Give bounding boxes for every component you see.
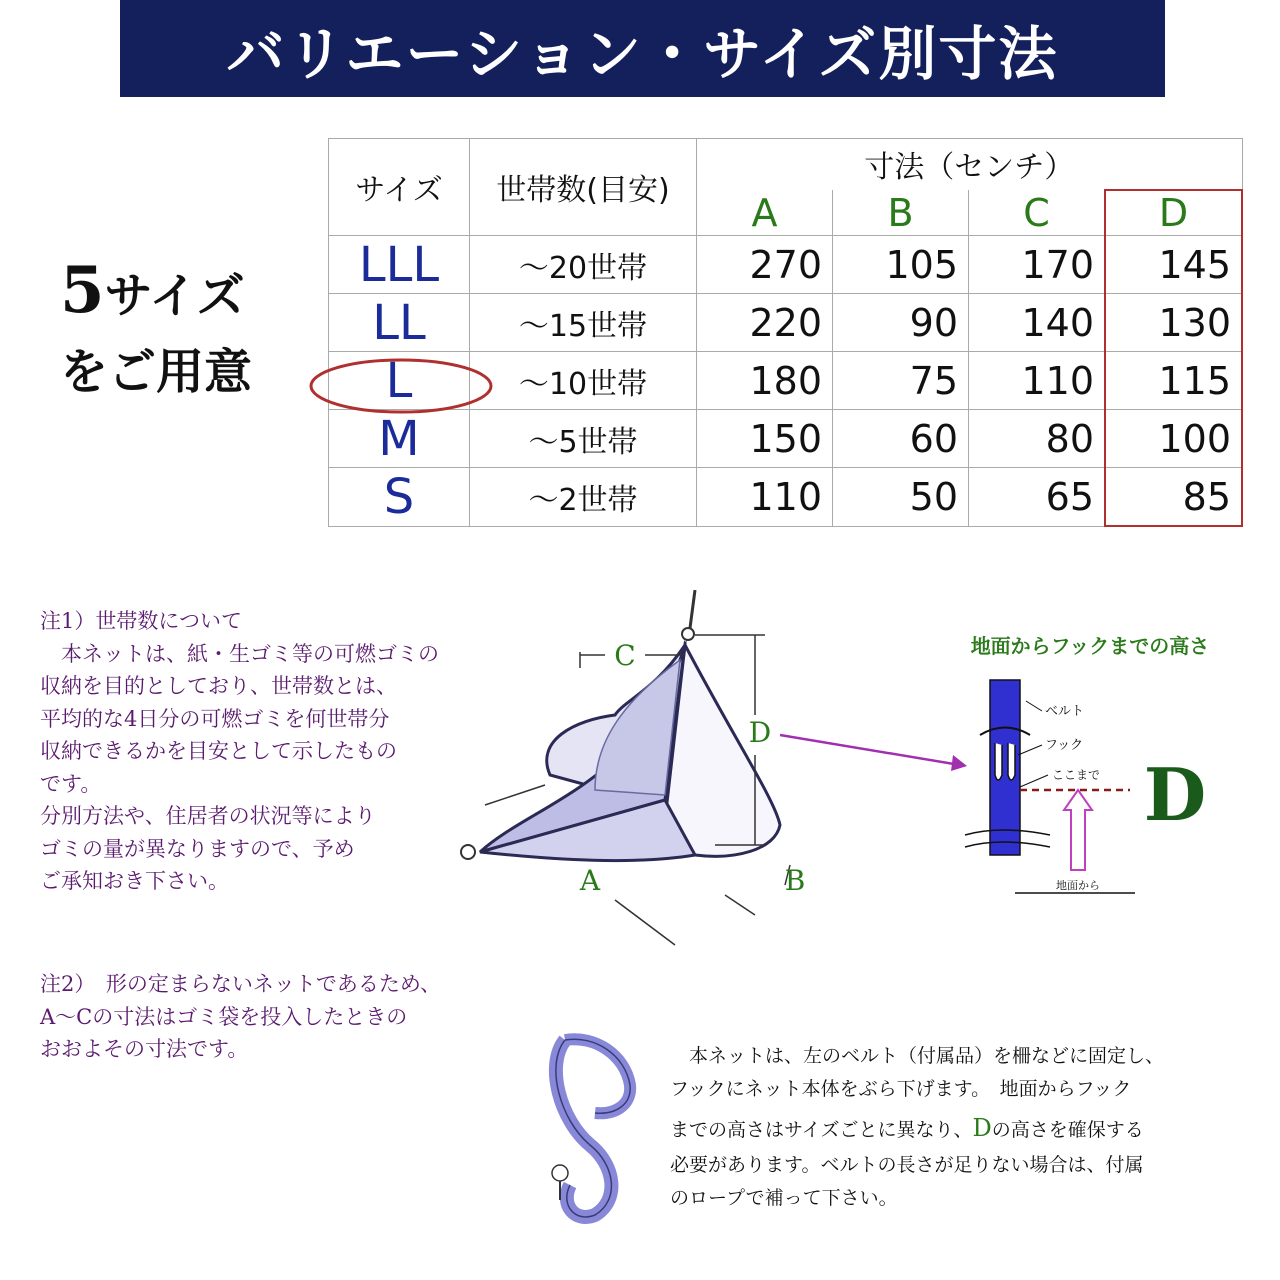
- note-1-line: です。: [40, 771, 102, 796]
- value-a: 110: [697, 468, 833, 527]
- value-b: 75: [833, 352, 969, 410]
- note-1-line: 注1）世帯数について: [40, 609, 242, 633]
- belt-text-part: までの高さはサイズごとに異なり、: [670, 1118, 973, 1141]
- value-b: 50: [833, 468, 969, 527]
- belt-text-line: のロープで補って下さい。: [670, 1186, 898, 1209]
- table-row: [329, 236, 1243, 294]
- here-label: ここまで: [1052, 768, 1101, 782]
- households-header: 世帯数(目安): [470, 139, 697, 236]
- note-1-line: ご承知おき下さい。: [40, 869, 229, 894]
- size-cell: S: [329, 468, 470, 527]
- value-d: 145: [1105, 236, 1242, 294]
- table-row: [329, 294, 1243, 352]
- hook-label: フック: [1045, 738, 1084, 753]
- size-cell: L: [329, 352, 470, 410]
- size-cell: LL: [329, 294, 470, 352]
- belt-label: ベルト: [1045, 704, 1085, 719]
- belt-text-d: D: [972, 1113, 992, 1142]
- table-row: [329, 468, 1243, 527]
- value-c: 140: [969, 294, 1106, 352]
- note-1-line: 収納できるかを目安として示したもの: [40, 739, 397, 764]
- belt-explanation: [670, 1040, 1164, 1215]
- value-c: 110: [969, 352, 1106, 410]
- five-sizes-promo: [60, 245, 252, 407]
- up-arrow-icon: [1064, 790, 1092, 870]
- note-1-line: 平均的な4日分の可燃ゴミを何世帯分: [40, 706, 390, 731]
- households-cell: ～2世帯: [470, 468, 697, 527]
- label-a: A: [579, 864, 601, 897]
- value-c: 80: [969, 410, 1106, 468]
- value-c: 170: [969, 236, 1106, 294]
- note-1-line: 本ネットは、紙・生ゴミ等の可燃ゴミの: [40, 641, 439, 666]
- ground-label: 地面から: [1056, 879, 1100, 892]
- col-c-header: C: [969, 190, 1106, 236]
- l-size-highlight-ellipse: [308, 355, 494, 417]
- title-banner: [120, 0, 1165, 97]
- value-a: 220: [697, 294, 833, 352]
- households-cell: ～15世帯: [470, 294, 697, 352]
- height-diagram-title: 地面からフックまでの高さ: [970, 634, 1210, 658]
- value-a: 180: [697, 352, 833, 410]
- col-a-header: A: [697, 190, 833, 236]
- buckle-icon: [552, 1165, 568, 1181]
- note-1-line: ゴミの量が異なりますので、予め: [40, 836, 355, 861]
- d-big-label: D: [1143, 752, 1207, 837]
- value-d: 85: [1105, 468, 1242, 527]
- hook-icon: [995, 743, 1002, 780]
- belt-strap-shape: [556, 1040, 612, 1217]
- belt-text-line: フックにネット本体をぶら下げます。 地面からフック: [670, 1078, 1132, 1101]
- value-d: 100: [1105, 410, 1242, 468]
- belt-text-part: の高さを確保する: [991, 1118, 1144, 1141]
- col-b-header: B: [833, 190, 969, 236]
- value-d: 115: [1105, 352, 1242, 410]
- col-d-header: D: [1105, 190, 1242, 236]
- note-1-line: 分別方法や、住居者の状況等により: [40, 804, 376, 829]
- hook-ring-icon: [682, 628, 694, 640]
- net-diagram: [455, 590, 815, 950]
- note-1: [40, 605, 439, 898]
- table-row: [329, 410, 1243, 468]
- belt-text-line: 本ネットは、左のベルト（付属品）を柵などに固定し、: [670, 1045, 1165, 1067]
- banner-title: バリエーション・サイズ別寸法: [226, 19, 1059, 88]
- value-a: 150: [697, 410, 833, 468]
- promo-line2: をご用意: [60, 343, 253, 400]
- value-c: 65: [969, 468, 1106, 527]
- note-2-line: A～Cの寸法はゴミ袋を投入したときの: [40, 1004, 408, 1029]
- note-2-line: 注2） 形の定まらないネットであるため、: [40, 972, 442, 996]
- dims-header: 寸法（センチ）: [697, 139, 1243, 191]
- height-diagram: [940, 625, 1240, 905]
- belt-text-line: 必要があります。ベルトの長さが足りない場合は、付属: [670, 1153, 1144, 1176]
- value-d: 130: [1105, 294, 1242, 352]
- label-c: C: [614, 639, 636, 672]
- households-cell: ～5世帯: [470, 410, 697, 468]
- promo-number: 5: [60, 253, 105, 328]
- size-cell: M: [329, 410, 470, 468]
- label-b: B: [784, 864, 806, 897]
- corner-ring-icon: [461, 845, 475, 859]
- label-d: D: [748, 716, 772, 749]
- note-2: [40, 968, 441, 1066]
- households-cell: ～20世帯: [470, 236, 697, 294]
- chain-line: [690, 590, 695, 628]
- households-cell: ～10世帯: [470, 352, 697, 410]
- value-b: 60: [833, 410, 969, 468]
- belt-illustration: [535, 1025, 655, 1225]
- value-b: 105: [833, 236, 969, 294]
- size-table: [328, 138, 1243, 527]
- size-cell: LLL: [329, 236, 470, 294]
- promo-size-word: サイズ: [104, 268, 245, 324]
- note-2-line: おおよその寸法です。: [40, 1037, 249, 1062]
- belt-text-line: [670, 1107, 1164, 1149]
- size-header: サイズ: [329, 139, 470, 236]
- value-a: 270: [697, 236, 833, 294]
- value-b: 90: [833, 294, 969, 352]
- note-1-line: 収納を目的としており、世帯数とは、: [40, 674, 397, 699]
